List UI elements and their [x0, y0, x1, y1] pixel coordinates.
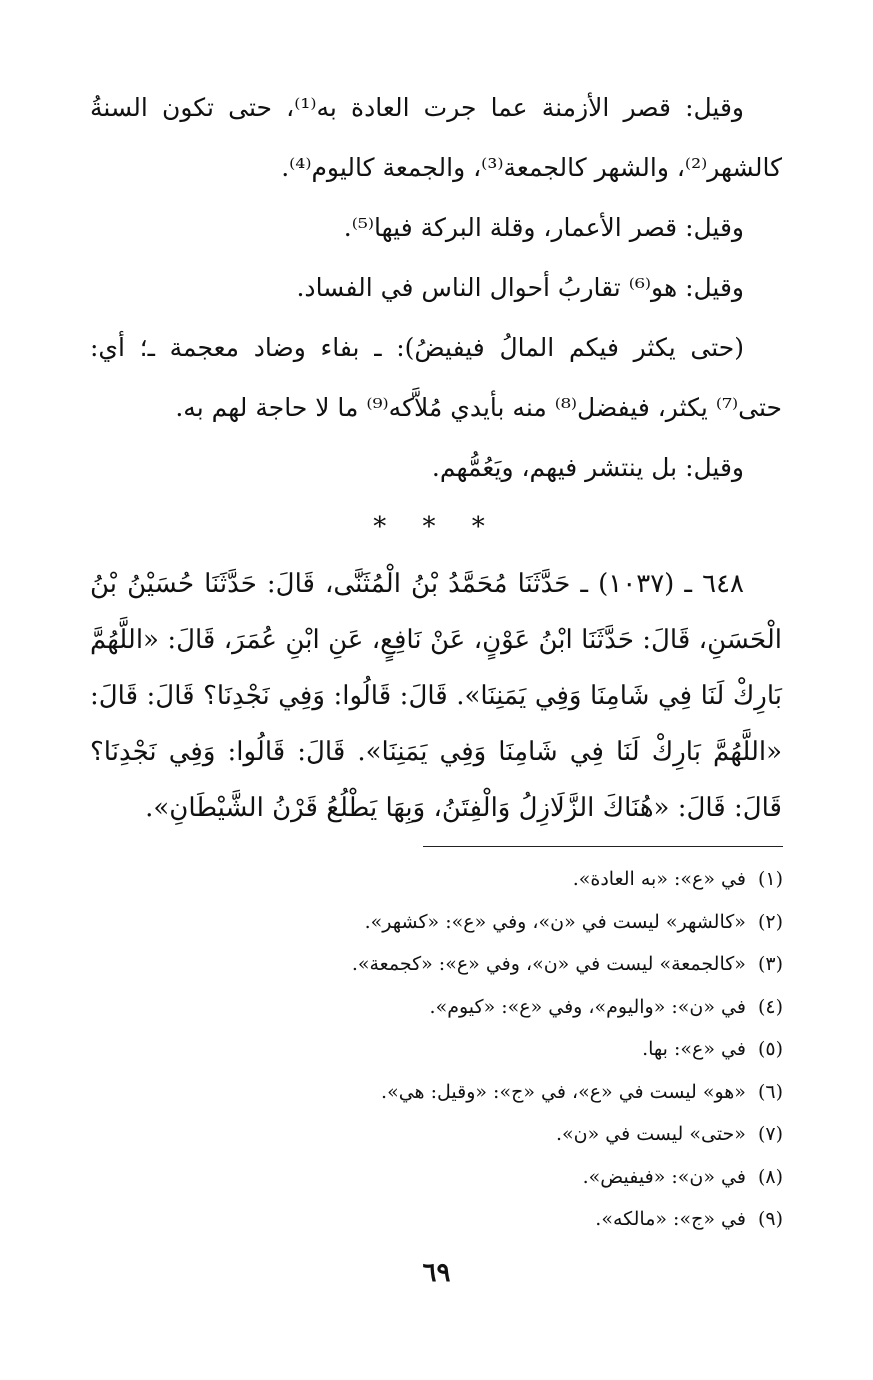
paragraph-1: وقيل: قصر الأزمنة عما جرت العادة به⁽¹⁾، حتى تكون السنةُ كالشهر⁽²⁾، والشهر كالجمعة⁽³⁾، والجمعة كاليوم⁽⁴⁾.: [90, 93, 782, 182]
footnote-text: «كالشهر» ليست في «ن»، وفي «ع»: «كشهر».: [364, 910, 746, 933]
footnote-text: «هو» ليست في «ع»، في «ج»: «وقيل: هي».: [381, 1080, 746, 1103]
hadith-block: [90, 556, 782, 836]
footnote-number: (٤): [757, 995, 783, 1018]
footnote-9: [323, 1198, 783, 1241]
page-number: ٦٩: [422, 1258, 451, 1288]
section-separator: * * *: [373, 512, 499, 542]
footnote-7: [323, 1113, 783, 1156]
footnote-number: (٨): [757, 1165, 783, 1188]
footnote-divider: [423, 846, 783, 847]
footnote-8: [323, 1156, 783, 1199]
footnote-1: [323, 858, 783, 901]
footnote-text: «حتى» ليست في «ن».: [555, 1123, 746, 1145]
footnote-number: (١): [757, 868, 783, 890]
footnote-text: في «ج»: «مالكه».: [595, 1208, 746, 1230]
footnote-5: [323, 1028, 783, 1071]
footnotes: [323, 858, 783, 1241]
footnote-6: [323, 1071, 783, 1114]
footnote-number: (٩): [757, 1208, 783, 1230]
footnote-3: [323, 943, 783, 986]
hadith-text: ٦٤٨ ـ (١٠٣٧) ـ حَدَّثَنَا مُحَمَّدُ بْنُ الْمُثَنَّى، قَالَ: حَدَّثَنَا حُسَيْنُ بْنُ الْحَسَنِ، قَالَ: حَدَّثَنَا ابْنُ عَوْنٍ، عَنْ نَافِعٍ، عَنِ ابْنِ عُمَرَ، قَالَ: «اللَّهُمَّ بَارِكْ لَنَا فِي شَامِنَا وَفِي يَمَنِنَا». قَالَ: قَالُوا: وَفِي نَجْدِنَا؟ قَالَ: قَالَ: «اللَّهُمَّ بَارِكْ لَنَا فِي شَامِنَا وَفِي يَمَنِنَا». قَالَ: قَالُوا: وَفِي نَجْدِنَا؟ قَالَ: قَالَ: «هُنَاكَ الزَّلَازِلُ وَالْفِتَنُ، وَبِهَا يَطْلُعُ قَرْنُ الشَّيْطَانِ».: [90, 569, 782, 823]
footnote-text: في «ن»: «فيفيض».: [582, 1165, 746, 1188]
footnote-number: (٢): [757, 910, 783, 933]
paragraph-4: (حتى يكثر فيكم المالُ فيفيضُ): ـ بفاء وضاد معجمة ـ؛ أي: حتى⁽⁷⁾ يكثر، فيفضل⁽⁸⁾ منه بأيدي مُلاَّكه⁽⁹⁾ ما لا حاجة لهم به.: [90, 333, 782, 422]
paragraph-5: وقيل: بل ينتشر فيهم، ويَعُمُّهم.: [431, 453, 744, 482]
footnote-text: في «ع»: بها.: [642, 1038, 746, 1060]
footnote-2: [323, 901, 783, 944]
footnote-number: (٧): [757, 1123, 783, 1145]
main-text: [90, 78, 782, 836]
footnote-text: في «ن»: «واليوم»، وفي «ع»: «كيوم».: [429, 995, 746, 1018]
footnote-text: «كالجمعة» ليست في «ن»، وفي «ع»: «كجمعة».: [351, 953, 746, 975]
paragraph-2: وقيل: قصر الأعمار، وقلة البركة فيها⁽⁵⁾.: [343, 213, 744, 242]
paragraph-3: وقيل: هو⁽⁶⁾ تقاربُ أحوال الناس في الفساد.: [296, 273, 744, 302]
footnote-number: (٥): [757, 1038, 783, 1060]
footnote-number: (٦): [757, 1080, 783, 1103]
footnote-number: (٣): [757, 953, 783, 975]
footnote-text: في «ع»: «به العادة».: [572, 868, 746, 890]
footnote-4: [323, 986, 783, 1029]
